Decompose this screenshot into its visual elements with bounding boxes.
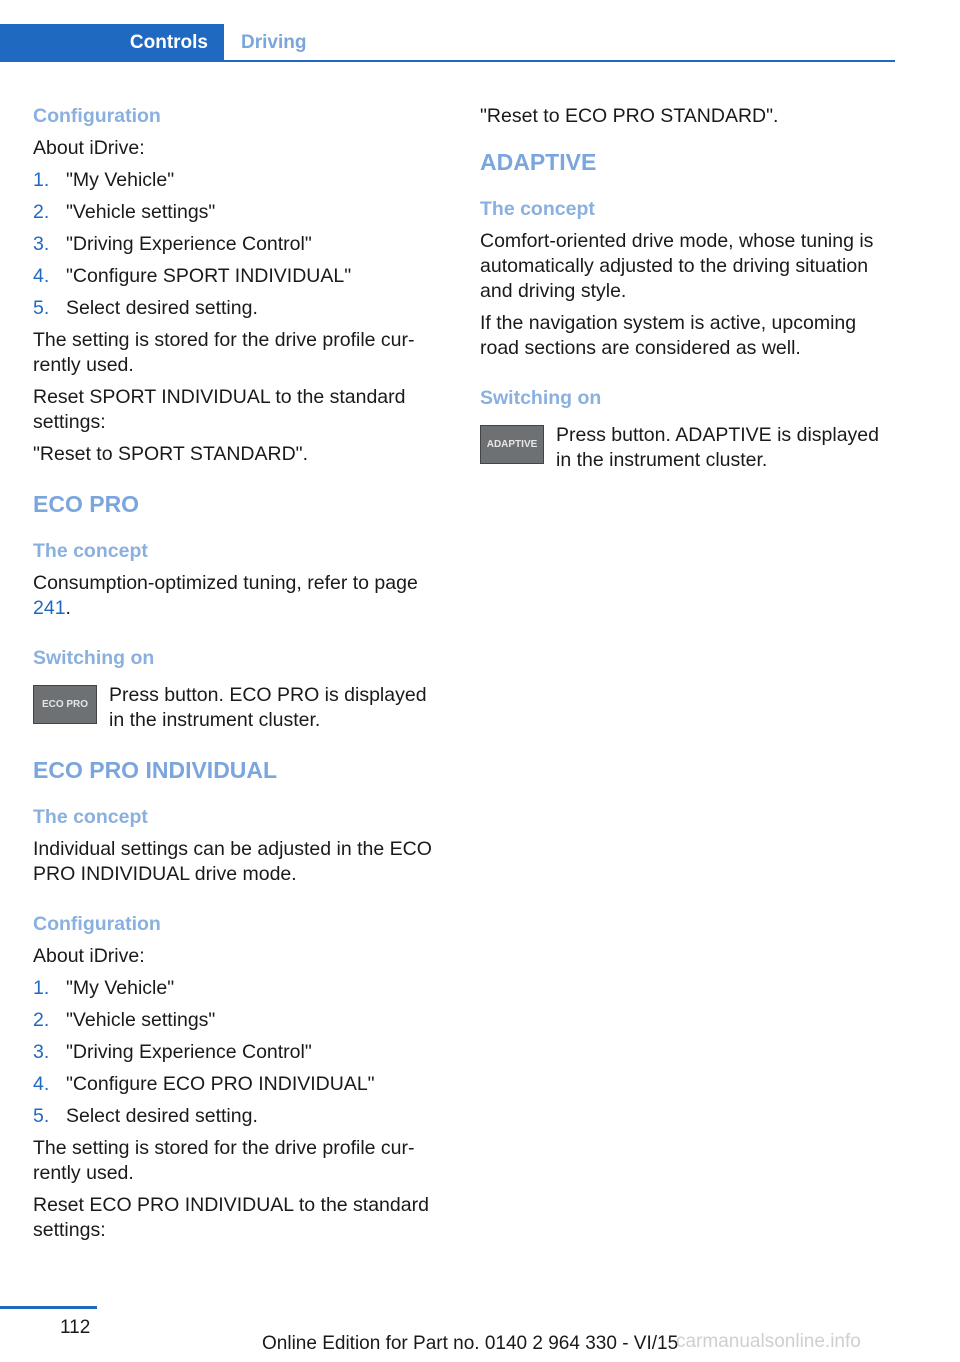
list-item <box>33 264 443 289</box>
config1-stored-note: The setting is stored for the drive profile cur-rently used. <box>33 329 415 376</box>
footer-rule <box>0 1306 97 1309</box>
step-text: "Configure SPORT INDIVIDUAL" <box>66 265 352 287</box>
adaptive-button-icon: ADAPTIVE <box>480 425 544 464</box>
step-text: "Configure ECO PRO INDIVIDUAL" <box>66 1073 375 1095</box>
header-tabs <box>0 24 895 62</box>
step-text: Select desired setting. <box>66 297 258 319</box>
watermark: carmanualsonline.info <box>676 1331 861 1352</box>
list-item <box>33 1072 443 1097</box>
eco-pro-heading: ECO PRO <box>33 491 140 517</box>
list-item <box>33 232 443 257</box>
step-number: 3. <box>33 1041 50 1063</box>
right-column <box>480 104 895 480</box>
eco-switch-text: Press button. ECO PRO is displayed in the instrument cluster. <box>109 684 427 731</box>
eco-switch-heading: Switching on <box>33 647 155 669</box>
eco-concept-body: Consumption-optimized tuning, refer to page <box>33 572 418 594</box>
step-text: "Vehicle settings" <box>66 1009 216 1031</box>
config1-reset-note: Reset SPORT INDIVIDUAL to the standard settings: <box>33 386 406 433</box>
eco-pro-button-icon: ECO PRO <box>33 685 97 724</box>
step-number: 3. <box>33 233 50 255</box>
list-item <box>33 976 443 1001</box>
tab-controls[interactable]: Controls <box>0 24 224 62</box>
edition-note: Online Edition for Part no. 0140 2 964 330 - VI/15 <box>262 1333 679 1354</box>
step-number: 2. <box>33 201 50 223</box>
step-number: 4. <box>33 265 50 287</box>
step-number: 2. <box>33 1009 50 1031</box>
step-number: 1. <box>33 977 50 999</box>
adaptive-switch-heading: Switching on <box>480 387 602 409</box>
step-text: "Driving Experience Control" <box>66 233 312 255</box>
eco-reset-value: "Reset to ECO PRO STANDARD". <box>480 105 779 127</box>
adaptive-heading: ADAPTIVE <box>480 149 597 175</box>
config2-stored-note: The setting is stored for the drive profile cur-rently used. <box>33 1137 415 1184</box>
adaptive-concept-text: Comfort-oriented drive mode, whose tuning is automatically adjusted to the driving situation and driving style. <box>480 230 874 302</box>
adaptive-concept-heading: The concept <box>480 198 595 220</box>
list-item <box>33 168 443 193</box>
eco-concept-heading: The concept <box>33 540 148 562</box>
config1-heading: Configuration <box>33 105 161 127</box>
config1-intro: About iDrive: <box>33 137 145 159</box>
step-text: Select desired setting. <box>66 1105 258 1127</box>
list-item <box>33 1040 443 1065</box>
config2-intro: About iDrive: <box>33 945 145 967</box>
list-item <box>33 200 443 225</box>
step-number: 4. <box>33 1073 50 1095</box>
config1-reset-value: "Reset to SPORT STANDARD". <box>33 443 308 465</box>
step-number: 1. <box>33 169 50 191</box>
eco-concept-period: . <box>65 597 71 619</box>
list-item <box>33 1104 443 1129</box>
page-number: 112 <box>60 1317 91 1338</box>
eco-switch-row <box>33 683 443 740</box>
page-link[interactable]: 241 <box>33 597 66 619</box>
ecoind-concept-heading: The concept <box>33 806 148 828</box>
config2-steps <box>33 976 443 1129</box>
step-text: "My Vehicle" <box>66 977 175 999</box>
tab-driving[interactable]: Driving <box>241 32 307 53</box>
ecoind-concept-text: Individual settings can be adjusted in the ECO PRO INDIVIDUAL drive mode. <box>33 838 432 885</box>
step-number: 5. <box>33 297 50 319</box>
step-text: "Driving Experience Control" <box>66 1041 312 1063</box>
step-number: 5. <box>33 1105 50 1127</box>
list-item <box>33 296 443 321</box>
adaptive-switch-row <box>480 423 895 480</box>
eco-concept-text <box>33 571 443 621</box>
adaptive-switch-text: Press button. ADAPTIVE is displayed in the instrument cluster. <box>556 424 879 471</box>
adaptive-navigation-text: If the navigation system is active, upcoming road sections are considered as well. <box>480 312 857 359</box>
eco-individual-heading: ECO PRO INDIVIDUAL <box>33 757 278 783</box>
step-text: "My Vehicle" <box>66 169 175 191</box>
config1-steps <box>33 168 443 321</box>
config2-heading: Configuration <box>33 913 161 935</box>
left-column <box>33 104 443 1250</box>
step-text: "Vehicle settings" <box>66 201 216 223</box>
config2-reset-note: Reset ECO PRO INDIVIDUAL to the standard settings: <box>33 1194 429 1241</box>
list-item <box>33 1008 443 1033</box>
